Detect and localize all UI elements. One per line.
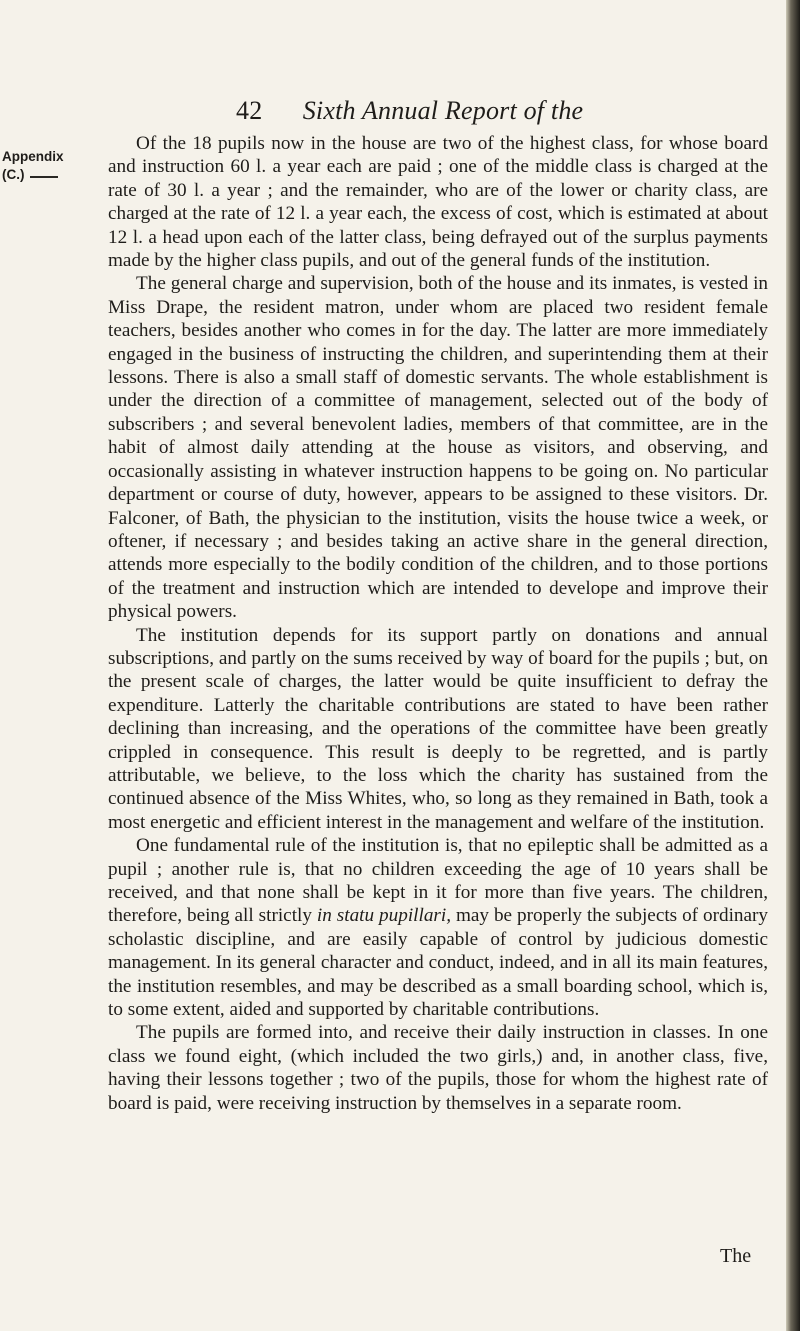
page-edge xyxy=(786,0,800,1331)
paragraph-rules-start: One fundamental rule of the institution is, that no epileptic shall be admitted as a pupil ; another rule is, that no children exceeding the age of 10 years shall be received, and that none shall be kept in it for more than five years. The children, therefore, being all strictly xyxy=(108,835,768,927)
latin-phrase: in statu pupillari, xyxy=(316,905,452,927)
running-head: Sixth Annual Report of the xyxy=(302,96,584,125)
paragraph-rules xyxy=(108,834,768,1021)
paragraph-supervision: The general charge and supervision, both of the house and its inmates, is vested in Miss Drape, the resident matron, under whom are placed two resident female teachers, besides another who comes in for the day. The latter are more immediately engaged in the business of instructing the children, and superintending them at their lessons. There is also a small staff of domestic servants. The whole establishment is under the direction of a committee of management, selected out of the body of subscribers ; and several benevolent ladies, members of that committee, are in the habit of almost daily attending at the house as visitors, and observing, and occasionally assisting in whatever instruction happens to be going on. No particular department or course of duty, however, appears to be assigned to these visitors. Dr. Falconer, of Bath, the physician to the institution, visits the house twice a week, or oftener, if necessary ; and besides taking an active share in the general direction, attends more especially to the bodily condition of the children, and to those portions of the treatment and instruction which are intended to develope and improve their physical powers. xyxy=(108,273,768,623)
paragraph-rules-end: may be properly the subjects of ordinary scholastic discipline, and are easily capable of control by judicious domestic management. In its general character and conduct, indeed, and in all its main features, the institution resembles, and may be described as a small boarding school, which is, to some extent, aided and supported by charitable contributions. xyxy=(108,905,769,1021)
paragraph-fees: Of the 18 pupils now in the house are two of the highest class, for whose board and instruction 60 l. a year each are paid ; one of the middle class is charged at the rate of 30 l. a year ; and the remainder, who are of the lower or charity class, are charged at the rate of 12 l. a year each, the excess of cost, which is estimated at about 12 l. a head upon each of the latter class, being defrayed out of the surplus payments made by the higher class pupils, and out of the general funds of the institution. xyxy=(108,133,768,272)
paragraph-classes: The pupils are formed into, and receive their daily instruction in classes. In one class we found eight, (which included the two girls,) and, in another class, five, having their lessons together ; two of the pupils, those for whom the highest rate of board is paid, were receiving instruction by themselves in a separate room. xyxy=(108,1022,768,1114)
body-text xyxy=(108,132,768,1115)
page-number: 42 xyxy=(236,96,263,125)
page-header xyxy=(236,96,736,126)
paragraph-support: The institution depends for its support partly on donations and annual subscriptions, and partly on the sums received by way of board for the pupils ; but, on the present scale of charges, the latter would be quite insufficient to defray the expenditure. Latterly the charitable contributions are stated to have been rather declining than increasing, and the operations of the committee have been greatly crippled in consequence. This result is deeply to be regretted, and is partly attributable, we believe, to the loss which the charity has sustained from the continued absence of the Miss Whites, who, so long as they remained in Bath, took a most energetic and efficient interest in the management and welfare of the institution. xyxy=(108,624,768,833)
margin-dash xyxy=(30,176,58,178)
catchword: The xyxy=(720,1245,752,1267)
margin-note: Appendix (C.) xyxy=(2,149,64,182)
